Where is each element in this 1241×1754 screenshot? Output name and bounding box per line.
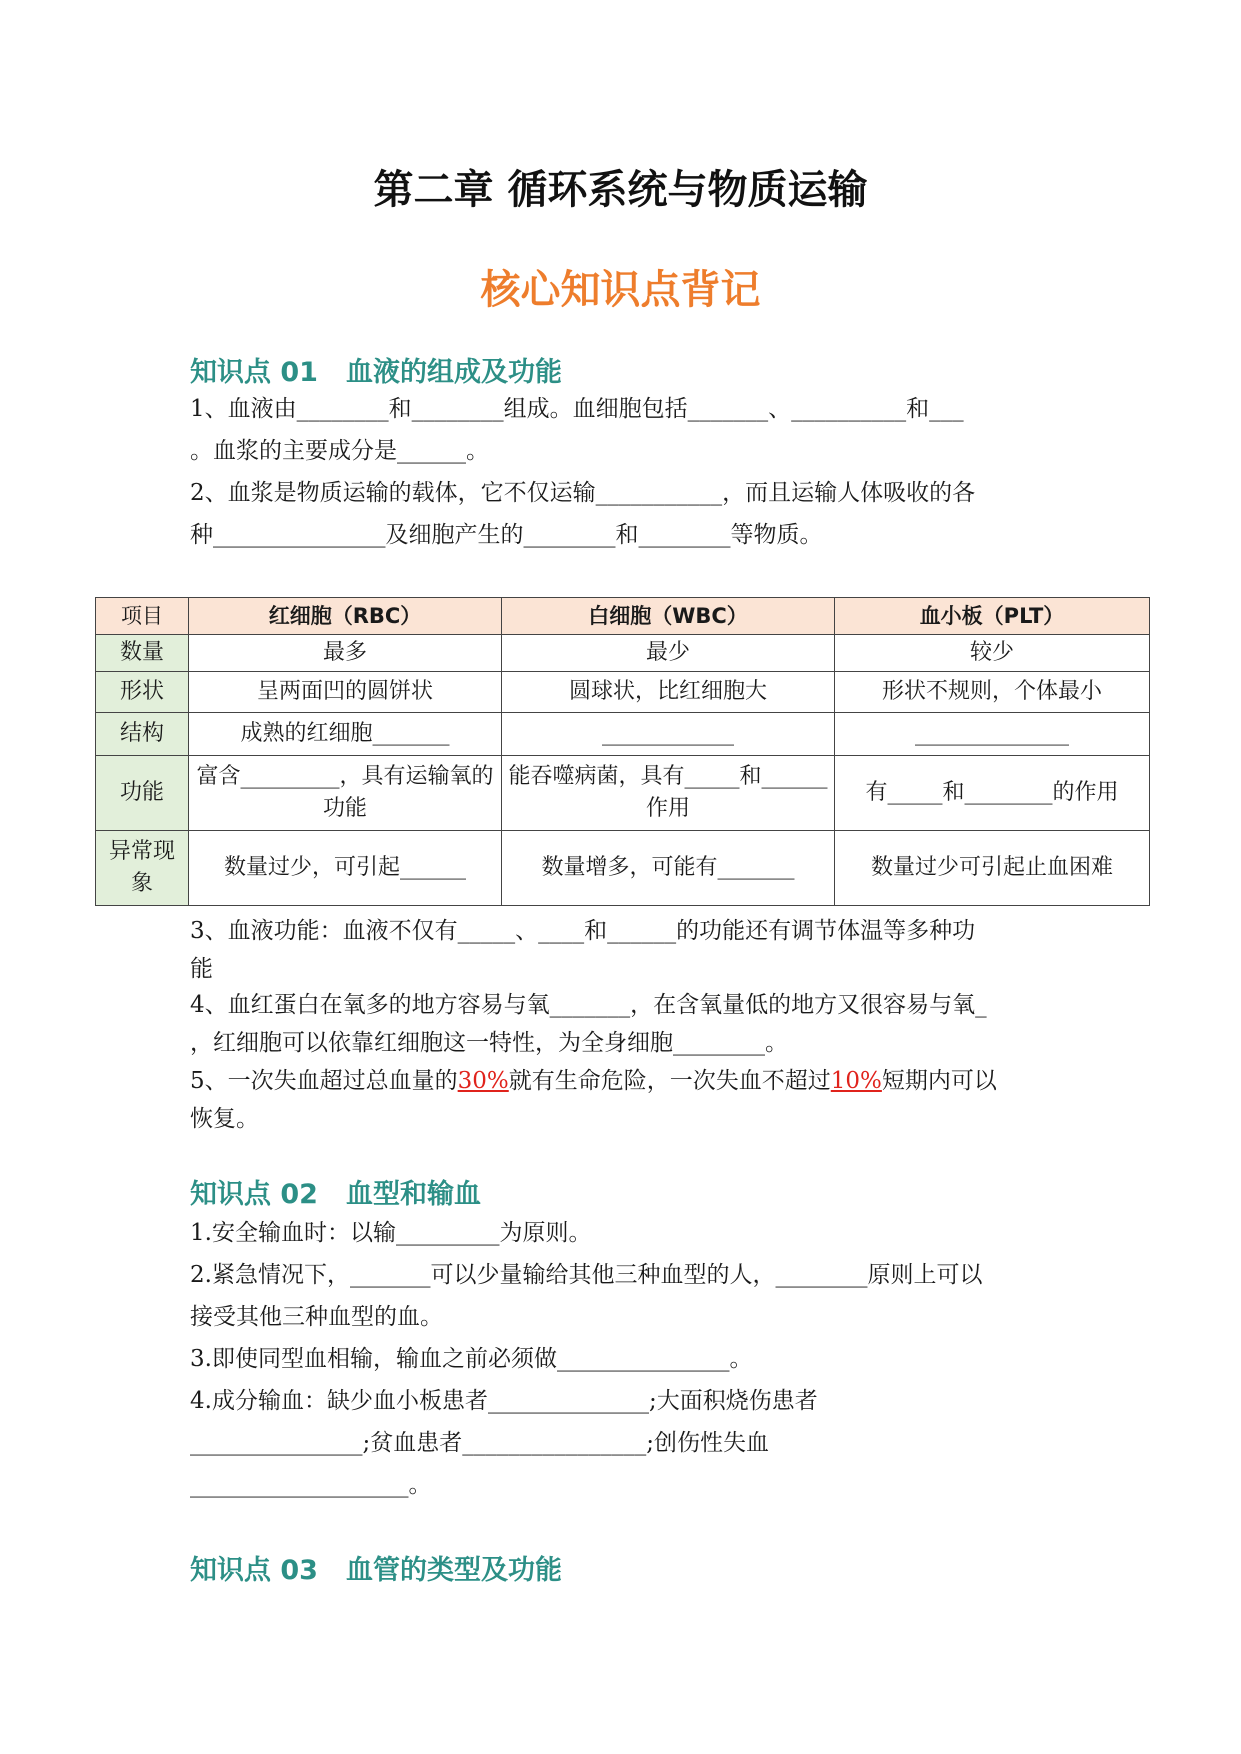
row-label: 形状: [96, 672, 189, 713]
table-row: [96, 756, 1150, 831]
table-row: [96, 831, 1150, 906]
text-line: 2.紧急情况下，_______可以少量输给其他三种血型的人，________原则上可以: [190, 1262, 983, 1288]
row-label: 功能: [96, 756, 189, 831]
section-name: 血管的类型及功能: [345, 1555, 562, 1586]
section-name: 血液的组成及功能: [345, 357, 562, 388]
highlight-value: 10%: [830, 1068, 882, 1094]
table-cell: 较少: [835, 635, 1150, 672]
text-line: 恢复。: [190, 1106, 259, 1132]
text-line: 1、血液由________和________组成。血细胞包括_______、__________和___: [190, 396, 964, 422]
text-line: 能: [190, 956, 213, 982]
table-cell: ______________: [835, 713, 1150, 756]
row-label: 异常现象: [96, 831, 189, 906]
highlight-value: 30%: [457, 1068, 509, 1094]
text-fragment: 短期内可以: [881, 1068, 997, 1094]
text-line: 4.成分输血：缺少血小板患者______________;大面积烧伤患者: [190, 1388, 818, 1414]
table-cell: 有_____和________的作用: [835, 756, 1150, 831]
text-line: 。血浆的主要成分是______。: [190, 438, 489, 464]
text-line: 1.安全输血时：以输_________为原则。: [190, 1220, 592, 1246]
table-cell: 形状不规则，个体最小: [835, 672, 1150, 713]
text-line: _______________;贫血患者________________;创伤性失血: [190, 1430, 769, 1456]
page-subtitle: 核心知识点背记: [480, 267, 761, 313]
text-line: 3、血液功能：血液不仅有_____、____和______的功能还有调节体温等多种功: [190, 918, 976, 944]
text-line: 2、血浆是物质运输的载体，它不仅运输___________，而且运输人体吸收的各: [190, 480, 976, 506]
section-heading-3: [190, 1548, 562, 1587]
text-line: 3.即使同型血相输，输血之前必须做_______________。: [190, 1346, 753, 1372]
table-header-row: [96, 598, 1150, 635]
section-number: 知识点 02: [190, 1179, 318, 1210]
table-cell: 最多: [189, 635, 502, 672]
table-row: [96, 635, 1150, 672]
section-number: 知识点 01: [190, 357, 318, 388]
table-cell: 数量过少可引起止血困难: [835, 831, 1150, 906]
table-row: [96, 672, 1150, 713]
table-cell: 呈两面凹的圆饼状: [189, 672, 502, 713]
table-cell: 圆球状，比红细胞大: [502, 672, 835, 713]
row-label: 数量: [96, 635, 189, 672]
table-cell: 富含_________，具有运输氧的功能: [189, 756, 502, 831]
text-line: ___________________。: [190, 1472, 432, 1498]
text-line: [190, 1066, 1070, 1096]
text-fragment: 5、一次失血超过总血量的: [190, 1068, 458, 1094]
table-row: [96, 713, 1150, 756]
text-line: 4、血红蛋白在氧多的地方容易与氧_______，在含氧量低的地方又很容易与氧_: [190, 992, 987, 1018]
table-cell: 最少: [502, 635, 835, 672]
table-cell: 成熟的红细胞_______: [189, 713, 502, 756]
table-header-cell: 项目: [96, 598, 189, 635]
row-label: 结构: [96, 713, 189, 756]
section-name: 血型和输血: [345, 1179, 481, 1210]
text-line: 种_______________及细胞产生的________和________等物质。: [190, 522, 823, 548]
table-cell: 数量过少，可引起______: [189, 831, 502, 906]
text-fragment: 就有生命危险，一次失血不超过: [508, 1068, 831, 1094]
section-heading-1: [190, 350, 562, 389]
blood-cells-table: [95, 597, 1150, 906]
table-header-cell: 血小板（PLT）: [835, 598, 1150, 635]
table-cell: 能吞噬病菌，具有_____和______作用: [502, 756, 835, 831]
table-header-cell: 白细胞（WBC）: [502, 598, 835, 635]
section-heading-2: [190, 1172, 481, 1211]
table-cell: 数量增多，可能有_______: [502, 831, 835, 906]
text-line: 接受其他三种血型的血。: [190, 1304, 443, 1330]
page-title: 第二章 循环系统与物质运输: [373, 167, 868, 213]
text-line: ，红细胞可以依靠红细胞这一特性，为全身细胞________。: [190, 1030, 788, 1056]
table-header-cell: 红细胞（RBC）: [189, 598, 502, 635]
section-number: 知识点 03: [190, 1555, 318, 1586]
table-cell: ____________: [502, 713, 835, 756]
